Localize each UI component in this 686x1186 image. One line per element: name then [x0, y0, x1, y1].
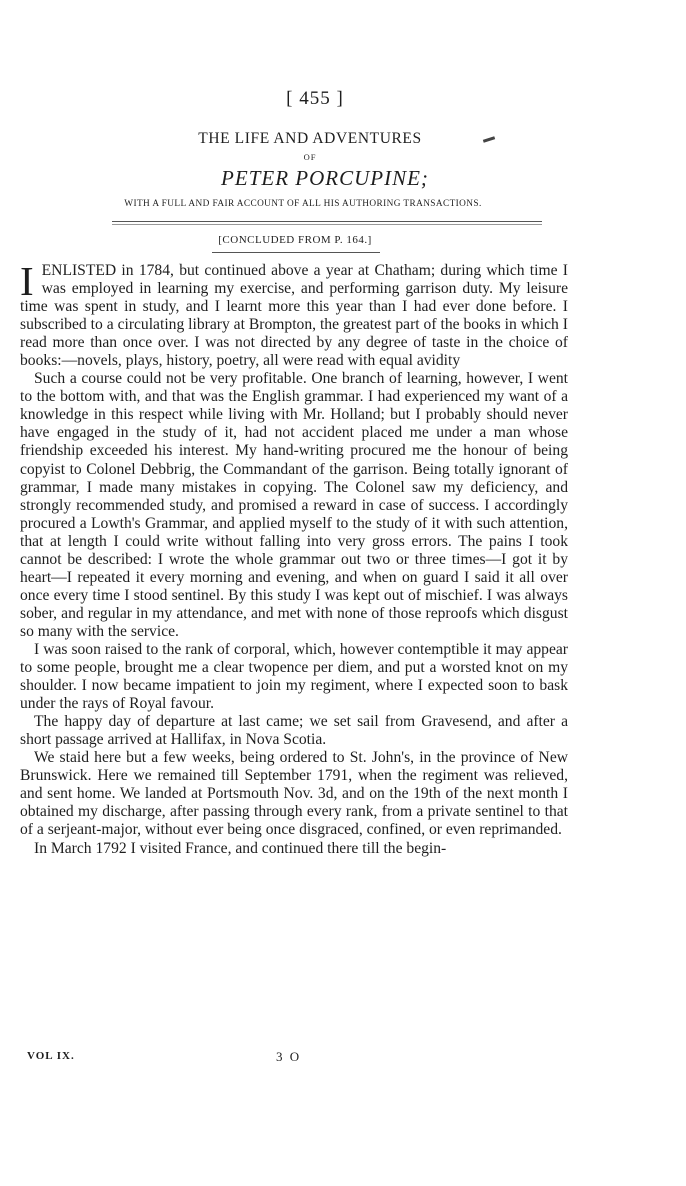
paragraph: We staid here but a few weeks, being ordered to St. John's, in the province of New Brunswick. Here we remained till September 1791, when the regiment was relieved, and sent home. We landed at Portsmouth Nov. 3d, and on the 19th of the next month I obtained my discharge, after passing through every rank, from a private sentinel to that of a serjeant-major, without ever being once disgraced, confined, or even reprimanded.: [20, 749, 568, 839]
volume-label: VOL IX.: [27, 1050, 75, 1062]
paragraph: The happy day of departure at last came; we set sail from Gravesend, and after a short passage arrived at Hallifax, in Nova Scotia.: [20, 713, 568, 749]
drop-cap: I: [20, 258, 34, 304]
paragraph: Such a course could not be very profitable. One branch of learning, however, I went to the bottom with, and that was the English grammar. I had experienced my want of a knowledge in this respect while living with Mr. Holland; but I probably should never have engaged in the study of it, had not accident placed me under a man whose friendship exceeded his interest. My hand-writing procured me the honour of being copyist to Colonel Debbrig, the Commandant of the garrison. Being totally ignorant of grammar, I made many mistakes in copying. The Colonel saw my deficiency, and strongly recommended study, and promised a reward in case of success. I accordingly procured a Lowth's Grammar, and applied myself to the study of it with such attention, that at length I could write without falling into very gross errors. The pains I took cannot be described: I wrote the whole grammar out two or three times—I got it by heart—I repeated it every morning and evening, and when on guard I said it all over once every time I stood sentinel. By this study I was kept out of mischief. I was always sober, and regular in my attendance, and met with none of those reproofs which disgust so many with the service.: [20, 370, 568, 640]
paragraph-text: ENLISTED in 1784, but continued above a year at Chatham; during which time I was employed in learning my exercise, and performing garrison duty. My leisure time was spent in study, and I learnt more this year than I had ever done before. I subscribed to a circulating library at Brompton, the greatest part of the books in which I read more than once over. I was not directed by any degree of taste in the choice of books:—novels, plays, history, poetry, all were read with equal avidity: [20, 262, 568, 370]
header-rule: [112, 221, 542, 222]
concluded-rule: [212, 252, 380, 253]
paragraph: I was soon raised to the rank of corporal, which, however contemptible it may appear to some people, brought me a clear twopence per diem, and put a worsted knot on my shoulder. I now became impatient to join my regiment, where I expected soon to bask under the rays of Royal favour.: [20, 640, 568, 713]
header-rule-thin: [112, 224, 542, 225]
article-subheading: WITH A FULL AND FAIR ACCOUNT OF ALL HIS AUTHORING TRANSACTIONS.: [124, 199, 482, 209]
paragraph: [20, 258, 568, 370]
concluded-note: [CONCLUDED FROM P. 164.]: [218, 234, 372, 246]
signature-mark: 3 O: [276, 1049, 302, 1064]
paragraph: In March 1792 I visited France, and continued there till the begin-: [34, 839, 447, 857]
article-body: [20, 258, 568, 858]
title-of: OF: [303, 152, 317, 162]
article-subtitle: PETER PORCUPINE;: [221, 166, 429, 190]
article-title: THE LIFE AND ADVENTURES: [198, 130, 422, 147]
page-number: [ 455 ]: [286, 88, 344, 109]
